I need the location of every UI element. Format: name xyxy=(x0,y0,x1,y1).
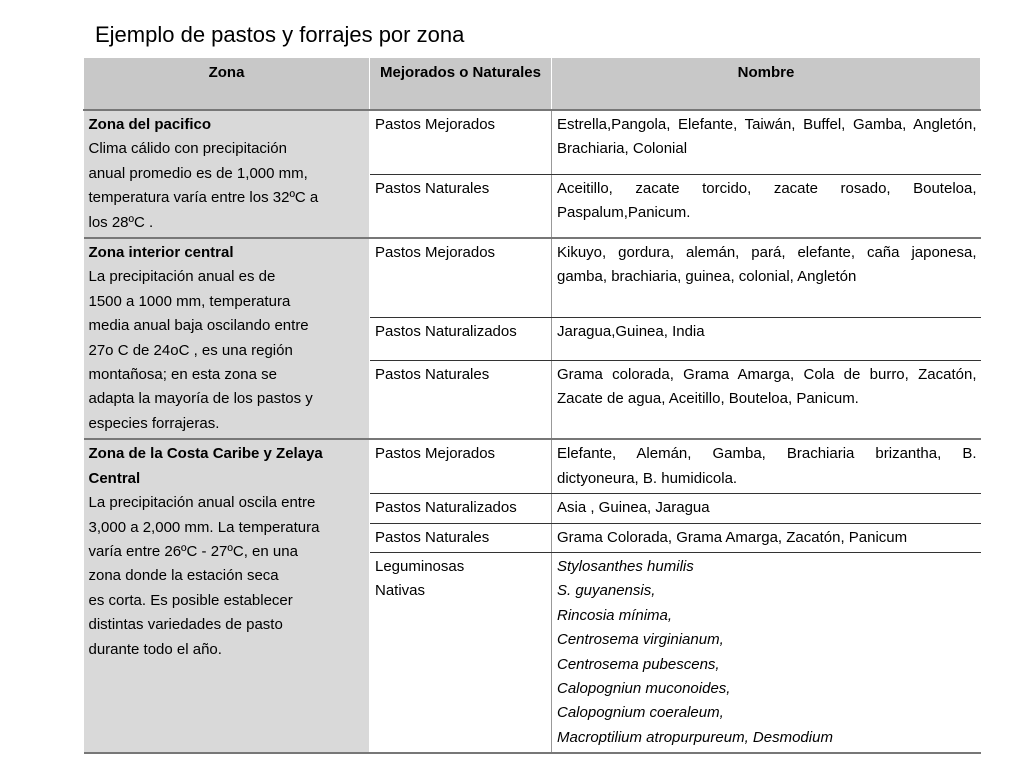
pasture-names-cell: Elefante, Alemán, Gamba, Brachiaria brizantha, B. dictyoneura, B. humidicola. xyxy=(552,439,981,493)
pasture-names-cell: Kikuyo, gordura, alemán, pará, elefante, caña japonesa, gamba, brachiaria, guinea, colonial, Angletón xyxy=(552,238,981,317)
pasture-names-cell: Grama Colorada, Grama Amarga, Zacatón, Panicum xyxy=(552,523,981,552)
table-body xyxy=(84,110,981,753)
pasture-names-cell: Estrella,Pangola, Elefante, Taiwán, Buffel, Gamba, Angletón, Brachiaria, Colonial xyxy=(552,110,981,174)
zone-cell xyxy=(84,238,370,439)
pasture-names-cell: Asia , Guinea, Jaragua xyxy=(552,494,981,523)
table-row xyxy=(84,238,981,317)
pasture-names-cell: Jaragua,Guinea, India xyxy=(552,317,981,360)
pasture-type: Pastos Naturales xyxy=(375,365,490,383)
zone-description: La precipitación anual es de 1500 a 1000 mm, temperatura media anual baja oscilando entre 27o C de 24oC , es una región montañosa; en esta zona se adapta la mayoría de los pastos y especies forrajeras. xyxy=(88,268,313,432)
zone-name: Zona del pacifico xyxy=(88,116,212,133)
page-title: Ejemplo de pastos y forrajes por zona xyxy=(95,22,465,47)
pasture-type-cell xyxy=(370,317,552,360)
pasture-type: Pastos Mejorados xyxy=(375,116,496,133)
pasture-type: Pastos Naturalizados xyxy=(375,322,517,340)
zone-description: La precipitación anual oscila entre 3,000 a 2,000 mm. La temperatura varía entre 26ºC - 27ºC, en una zona donde la estación seca es corta. Es posible establecer distintas variedades de pasto durante todo el año. xyxy=(88,494,320,658)
table-header-row xyxy=(84,58,981,110)
zone-cell xyxy=(84,439,370,753)
pasture-type: Pastos Mejorados xyxy=(375,445,496,463)
pasture-type: Pastos Naturales xyxy=(375,179,490,197)
species-name: Calopognium coeraleum, xyxy=(557,704,724,722)
pasture-type-cell xyxy=(370,523,552,552)
species-name: Stylosanthes humilis xyxy=(557,557,694,575)
pasture-type-cell xyxy=(370,174,552,238)
column-header-zona: Zona xyxy=(84,58,370,110)
species-name: Rincosia mínima, xyxy=(557,606,673,624)
pasture-names-cell xyxy=(552,552,981,753)
pasture-type-cell xyxy=(370,360,552,439)
pasture-type-cell xyxy=(370,238,552,317)
table-row xyxy=(84,110,981,174)
column-header-tipo: Mejorados o Naturales xyxy=(370,58,552,110)
table-row xyxy=(84,439,981,493)
table-container xyxy=(83,58,980,746)
species-name: Centrosema pubescens, xyxy=(557,655,720,673)
pasture-type-cell xyxy=(370,552,552,753)
pasture-type: Leguminosas Nativas xyxy=(375,557,465,600)
pasture-type: Pastos Naturalizados xyxy=(375,499,517,517)
species-name: S. guyanensis, xyxy=(557,582,656,600)
pasture-type-cell xyxy=(370,110,552,174)
pasture-type-cell xyxy=(370,439,552,493)
zone-name: Zona de la Costa Caribe y Zelaya Central xyxy=(88,445,323,487)
species-name: Calopogniun muconoides, xyxy=(557,679,731,697)
species-name: Centrosema virginianum, xyxy=(557,631,724,649)
column-header-nombre: Nombre xyxy=(552,58,981,110)
pastures-table xyxy=(83,58,981,754)
zone-description: Clima cálido con precipitación anual promedio es de 1,000 mm, temperatura varía entre los 32ºC a los 28ºC . xyxy=(88,140,319,231)
species-name: Macroptilium atropurpureum, Desmodium xyxy=(557,728,833,746)
pasture-type: Pastos Mejorados xyxy=(375,244,496,262)
pasture-names-cell: Aceitillo, zacate torcido, zacate rosado, Bouteloa, Paspalum,Panicum. xyxy=(552,174,981,238)
pasture-type: Pastos Naturales xyxy=(375,528,490,546)
zone-name: Zona interior central xyxy=(88,244,234,262)
zone-cell xyxy=(84,110,370,238)
pasture-type-cell xyxy=(370,494,552,523)
pasture-names-cell: Grama colorada, Grama Amarga, Cola de burro, Zacatón, Zacate de agua, Aceitillo, Bouteloa, Panicum. xyxy=(552,360,981,439)
